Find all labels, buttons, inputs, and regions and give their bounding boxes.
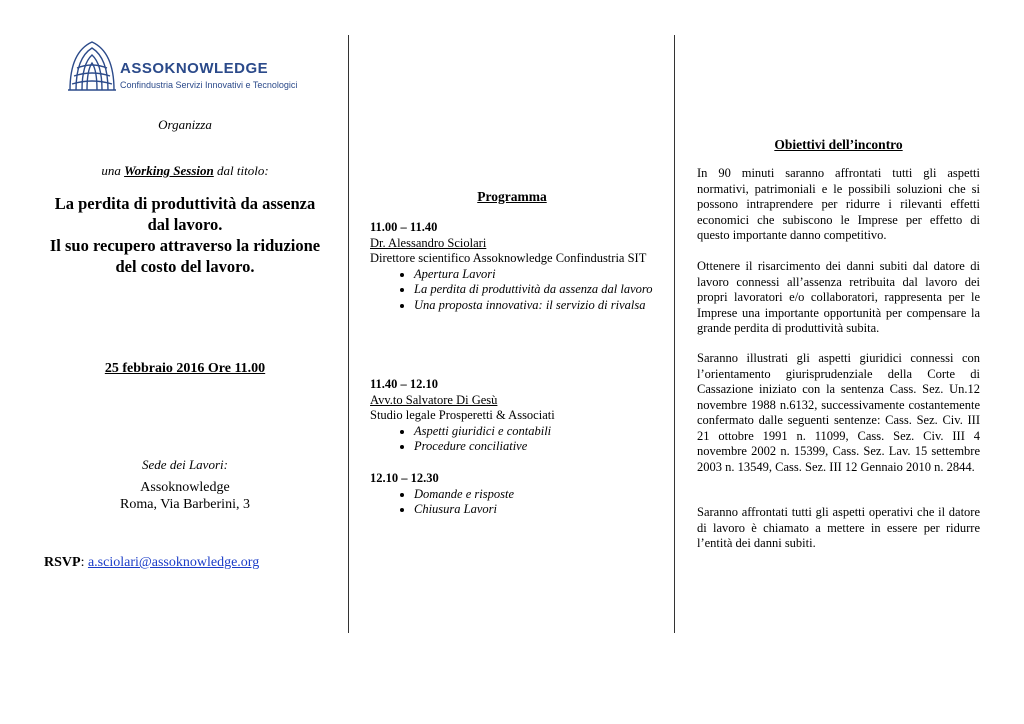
intro-line xyxy=(40,163,330,179)
rsvp-email-link[interactable]: a.sciolari@assoknowledge.org xyxy=(87,555,260,570)
programma-heading: Programma xyxy=(477,189,547,204)
block-time: 12.10 – 12.30 xyxy=(370,471,439,485)
obiettivi-paragraph: Ottenere il risarcimento dei danni subiti dal datore di lavoro connessi all’assenza retribuita dal lavoro dei propri lavoratori e/o collaboratori, rappresenta per le Imprese una importante opportunità per compensare la grande perdita di produttività subita. xyxy=(697,259,980,335)
programma-block xyxy=(370,220,654,313)
session-title xyxy=(40,193,330,277)
column-divider xyxy=(674,35,675,633)
obiettivi-heading: Obiettivi dell’incontro xyxy=(774,137,903,152)
block-items xyxy=(370,424,654,455)
block-time: 11.40 – 12.10 xyxy=(370,377,439,391)
agenda-item: • Chiusura Lavori xyxy=(414,502,654,518)
sede-label: Sede dei Lavori: xyxy=(142,457,228,472)
block-role: Studio legale Prosperetti & Associati xyxy=(370,408,555,422)
agenda-item: • Procedure conciliative xyxy=(414,439,654,455)
column-divider xyxy=(348,35,349,633)
block-time: 11.00 – 11.40 xyxy=(370,220,438,234)
logo-emblem-icon xyxy=(66,38,118,94)
block-items xyxy=(370,487,654,518)
agenda-item: • La perdita di produttività da assenza dal lavoro xyxy=(414,282,654,298)
obiettivi-paragraph: Saranno affrontati tutti gli aspetti operativi che il datore di lavoro è chiamato a mettere in essere per ridurre l’entità dei danni subiti. xyxy=(697,505,980,550)
agenda-item: • Aspetti giuridici e contabili xyxy=(414,424,654,440)
event-date: 25 febbraio 2016 Ore 11.00 xyxy=(104,361,266,376)
title-line: dal lavoro. xyxy=(147,215,223,234)
organizza-label: Organizza xyxy=(158,117,212,132)
assoknowledge-logo xyxy=(66,36,306,96)
block-items xyxy=(370,267,654,314)
title-line: La perdita di produttività da assenza xyxy=(54,194,316,213)
programma-block xyxy=(370,377,654,455)
sede-name: Assoknowledge xyxy=(140,480,230,495)
obiettivi-paragraph: Saranno illustrati gli aspetti giuridici connessi con l’orientamento giurisprudenziale della Corte di Cassazione iniziato con la sentenza Cass. Sez. Un.12 novembre 1988 n.6132, successivamente costantemente confermato dalle seguenti sentenze: Cass. Sez. Civ. III 21 ottobre 1991 n. 11099, Cass. Sez. Civ. III 4 novembre 2002 n. 15399, Cass. Sez. Lav. 15 settembre 2003 n. 13549, Cass. Sez. III 12 Gennaio 2010 n. 2844. xyxy=(697,351,980,474)
agenda-item: • Una proposta innovativa: il servizio di rivalsa xyxy=(414,298,654,314)
block-role: Direttore scientifico Assoknowledge Confindustria SIT xyxy=(370,251,647,265)
intro-suffix: dal titolo: xyxy=(217,163,269,178)
logo-subtitle: Confindustria Servizi Innovativi e Tecnologici xyxy=(120,80,298,90)
block-speaker: Dr. Alessandro Sciolari xyxy=(370,235,487,250)
rsvp-line: RSVP: a.sciolari@assoknowledge.org xyxy=(44,555,260,570)
obiettivi-paragraph: In 90 minuti saranno affrontati tutti gli aspetti normativi, patrimoniali e le possibili soluzioni che si possono intraprendere per ridurre i rilevanti effetti economici che subiscono le Imprese per effetto di questo importante danno competitivo. xyxy=(697,166,980,242)
agenda-item: • Domande e risposte xyxy=(414,487,654,503)
title-line: Il suo recupero attraverso la riduzione xyxy=(49,236,321,255)
intro-prefix: una xyxy=(101,163,121,178)
logo-name: ASSOKNOWLEDGE xyxy=(120,60,269,77)
rsvp-label: RSVP xyxy=(44,555,81,570)
agenda-item: • Apertura Lavori xyxy=(414,267,654,283)
title-line: del costo del lavoro. xyxy=(115,257,255,276)
programma-block xyxy=(370,471,654,518)
sede-address: Roma, Via Barberini, 3 xyxy=(120,497,250,512)
block-speaker: Avv.to Salvatore Di Gesù xyxy=(370,392,498,407)
intro-working-session: Working Session xyxy=(124,163,214,178)
